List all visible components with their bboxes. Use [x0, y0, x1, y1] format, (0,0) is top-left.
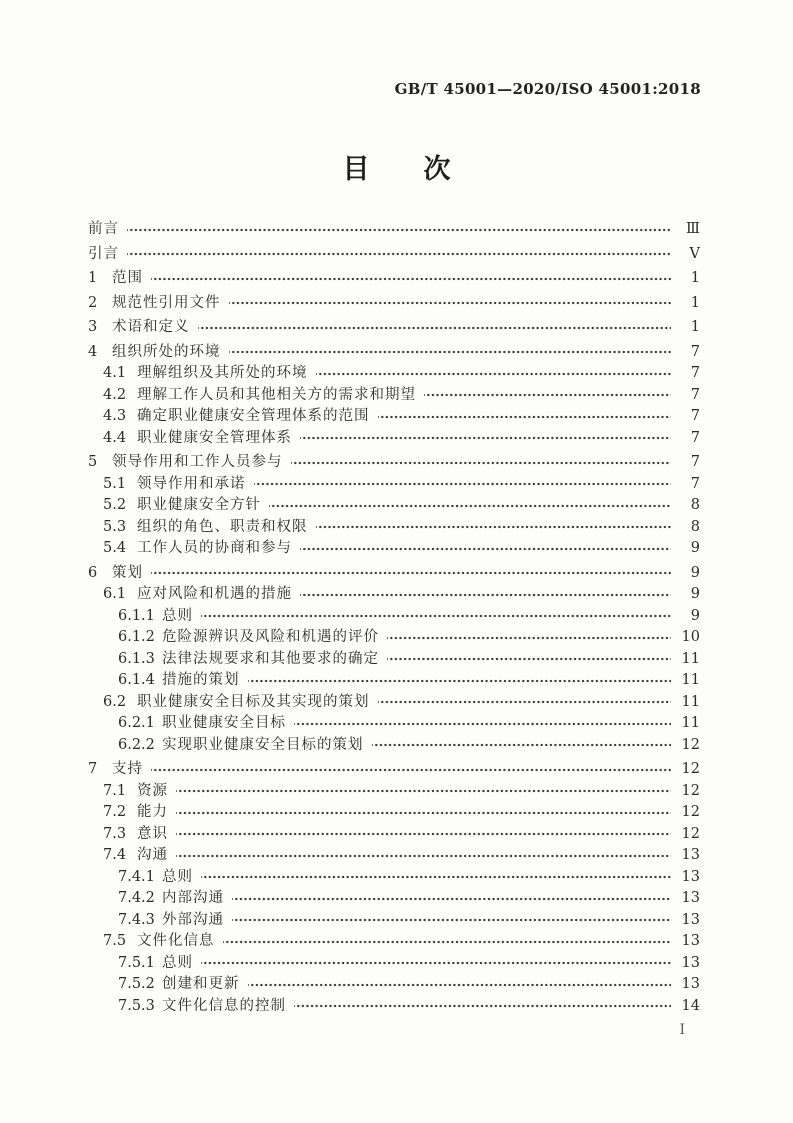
- toc-entry-page-number: 12: [681, 782, 700, 799]
- toc-entry: [88, 953, 700, 975]
- toc-entry: [88, 244, 700, 266]
- toc-entry: [88, 474, 700, 496]
- toc-entry: [88, 670, 700, 692]
- toc-entry-label: 创建和更新: [162, 976, 240, 992]
- dot-leader: [300, 428, 671, 450]
- toc-entry-number: 7.4.2: [118, 890, 155, 906]
- dot-leader: [151, 268, 671, 290]
- toc-entry-number: 3: [88, 319, 98, 335]
- toc-entry-number: 7: [88, 761, 98, 777]
- dot-leader: [198, 317, 672, 339]
- toc-entry-number: 6.1.3: [118, 650, 155, 667]
- toc-entry: [88, 824, 700, 846]
- toc-entry: [88, 606, 700, 628]
- toc-entry: [88, 974, 700, 996]
- dot-leader: [232, 888, 671, 910]
- toc-entry: [88, 888, 700, 910]
- dot-leader: [254, 474, 672, 496]
- toc-entry-page-number: 7: [690, 343, 700, 360]
- toc-entry-label: 职业健康安全管理体系: [137, 429, 292, 446]
- toc-entry-label: 工作人员的协商和参与: [137, 540, 292, 556]
- toc-entry: [88, 627, 700, 649]
- toc-entry-label: 总则: [162, 954, 193, 971]
- toc-entry: [88, 563, 700, 585]
- toc-entry: [88, 759, 700, 781]
- toc-entry-page-number: 9: [690, 564, 700, 581]
- dot-leader: [300, 538, 671, 560]
- toc-entry-label: 理解工作人员和其他相关方的需求和期望: [137, 386, 416, 403]
- toc-entry-page-number: 1: [690, 319, 700, 335]
- toc-entry-number: 7.3: [103, 825, 127, 842]
- toc-entry: [88, 692, 700, 714]
- toc-entry-page-number: 9: [690, 607, 700, 624]
- toc-entry-label: 实现职业健康安全目标的策划: [162, 736, 364, 753]
- toc-entry-number: 7.4: [103, 847, 127, 863]
- dot-leader: [176, 845, 671, 867]
- dot-leader: [294, 996, 671, 1018]
- toc-entry-number: 7.4.1: [118, 868, 155, 885]
- toc-entry-number: 6.1.1: [118, 607, 155, 624]
- toc-entry: [88, 342, 700, 364]
- toc-entry-label: 意识: [137, 825, 168, 842]
- toc-entry-number: 5.2: [103, 497, 127, 513]
- toc-entry: [88, 845, 700, 867]
- toc-entry-number: 6.2.1: [118, 715, 155, 731]
- toc-entry-number: 5.3: [103, 518, 127, 535]
- toc-entry-number: 7.1: [103, 782, 127, 799]
- toc-entry-number: 5.1: [103, 475, 127, 492]
- dot-leader: [378, 692, 672, 714]
- toc-entry-page-number: 11: [681, 693, 700, 710]
- toc-entry: [88, 735, 700, 757]
- toc-entry-number: 2: [88, 294, 98, 311]
- toc-entry-page-number: 11: [681, 650, 700, 667]
- toc-entry-label: 组织所处的环境: [112, 343, 221, 360]
- toc-entry-label: 支持: [112, 761, 143, 777]
- toc-entry-page-number: 7: [690, 475, 700, 492]
- dot-leader: [316, 363, 672, 385]
- toc-entry: [88, 996, 700, 1018]
- toc-entry: [88, 293, 700, 315]
- standard-code-header: GB/T 45001—2020/ISO 45001:2018: [394, 80, 701, 98]
- toc-entry-page-number: 8: [690, 497, 700, 513]
- toc-entry-number: 7.2: [103, 804, 127, 820]
- toc-entry-label: 内部沟通: [162, 890, 224, 906]
- toc-entry: [88, 802, 700, 824]
- toc-entry-label: 能力: [137, 804, 168, 820]
- toc-entry-number: 1: [88, 270, 98, 286]
- toc-entry-label: 范围: [112, 270, 143, 286]
- toc-entry: [88, 495, 700, 517]
- toc-entry-page-number: 7: [690, 386, 700, 403]
- toc-entry-number: 6.1: [103, 586, 127, 602]
- toc-entry-label: 文件化信息: [137, 933, 215, 949]
- dot-leader: [316, 517, 672, 539]
- toc-entry: [88, 538, 700, 560]
- dot-leader: [294, 713, 671, 735]
- toc-entry-page-number: 7: [690, 454, 700, 470]
- toc-entry-page-number: Ⅴ: [689, 245, 700, 262]
- toc-entry-number: 5.4: [103, 540, 127, 556]
- toc-entry-number: 6.1.2: [118, 629, 155, 645]
- toc-entry-page-number: 13: [681, 911, 700, 928]
- toc-entry-number: 4.3: [103, 408, 127, 424]
- toc-entry-label: 应对风险和机遇的措施: [137, 586, 292, 602]
- toc-entry-number: 7.5: [103, 933, 127, 949]
- dot-leader: [127, 244, 671, 266]
- toc-entry-number: 7.5.3: [118, 997, 155, 1014]
- toc-entry: [88, 428, 700, 450]
- toc-entry-label: 资源: [137, 782, 168, 799]
- dot-leader: [269, 495, 671, 517]
- toc-entry-label: 文件化信息的控制: [162, 997, 286, 1014]
- toc-entry-number: 6.2.2: [118, 736, 155, 753]
- toc-entry-page-number: 1: [690, 270, 700, 286]
- toc-entry-label: 前言: [88, 221, 119, 237]
- toc-entry-page-number: 12: [681, 825, 700, 842]
- dot-leader: [229, 293, 672, 315]
- toc-entry-page-number: 1: [690, 294, 700, 311]
- dot-leader: [424, 385, 671, 407]
- toc-entry-label: 法律法规要求和其他要求的确定: [162, 650, 379, 667]
- toc-entry: [88, 713, 700, 735]
- toc-entry-number: 4.1: [103, 365, 127, 381]
- toc-entry-number: 4: [88, 343, 98, 360]
- toc-entry-page-number: 7: [690, 365, 700, 381]
- dot-leader: [372, 735, 672, 757]
- toc-entry: [88, 363, 700, 385]
- dot-leader: [176, 802, 671, 824]
- dot-leader: [176, 824, 671, 846]
- toc-entry-page-number: 7: [690, 408, 700, 424]
- toc-entry: [88, 406, 700, 428]
- toc-entry-label: 外部沟通: [162, 911, 224, 928]
- toc-entry-number: 6.2: [103, 693, 127, 710]
- toc-entry-page-number: 12: [681, 761, 700, 777]
- toc-entry: [88, 517, 700, 539]
- dot-leader: [176, 781, 671, 803]
- toc-entry: [88, 649, 700, 671]
- toc-entry-number: 7.5.1: [118, 954, 155, 971]
- toc-entry: [88, 584, 700, 606]
- dot-leader: [223, 931, 672, 953]
- toc-entry-label: 危险源辨识及风险和机遇的评价: [162, 629, 379, 645]
- toc-entry-number: 4.2: [103, 386, 127, 403]
- toc-entry-label: 引言: [88, 245, 119, 262]
- dot-leader: [300, 584, 671, 606]
- toc-entry: [88, 317, 700, 339]
- toc-entry-page-number: 8: [690, 518, 700, 535]
- dot-leader: [151, 563, 671, 585]
- toc-entry-number: 6: [88, 564, 98, 581]
- toc-entry: [88, 268, 700, 290]
- toc-entry-page-number: 13: [681, 847, 700, 863]
- dot-leader: [387, 649, 671, 671]
- footer-page-number: Ⅰ: [679, 1022, 685, 1038]
- toc-entry-page-number: 11: [681, 672, 700, 688]
- toc-entry-page-number: Ⅲ: [686, 221, 700, 237]
- toc-entry: [88, 219, 700, 241]
- toc-entry-page-number: 13: [681, 976, 700, 992]
- toc-entry-label: 策划: [112, 564, 143, 581]
- dot-leader: [248, 670, 672, 692]
- toc-entry-page-number: 12: [681, 736, 700, 753]
- toc-entry-number: 7.5.2: [118, 976, 155, 992]
- toc-entry-page-number: 13: [681, 868, 700, 885]
- toc-entry-page-number: 13: [681, 933, 700, 949]
- page-title: 目 次: [342, 154, 451, 185]
- toc-entry-label: 职业健康安全目标: [162, 715, 286, 731]
- toc-entry: [88, 867, 700, 889]
- table-of-contents: [88, 216, 700, 1017]
- toc-entry-label: 职业健康安全方针: [137, 497, 261, 513]
- toc-entry-page-number: 9: [690, 586, 700, 602]
- toc-entry-page-number: 12: [681, 804, 700, 820]
- toc-entry-label: 措施的策划: [162, 672, 240, 688]
- toc-entry-label: 领导作用和工作人员参与: [112, 454, 283, 470]
- toc-entry-label: 总则: [162, 868, 193, 885]
- toc-entry: [88, 385, 700, 407]
- dot-leader: [378, 406, 672, 428]
- toc-entry-page-number: 13: [681, 890, 700, 906]
- toc-entry-page-number: 10: [681, 629, 700, 645]
- toc-entry-number: 4.4: [103, 429, 127, 446]
- toc-entry-label: 理解组织及其所处的环境: [137, 365, 308, 381]
- toc-entry: [88, 781, 700, 803]
- toc-entry-number: 6.1.4: [118, 672, 155, 688]
- toc-entry: [88, 910, 700, 932]
- toc-entry: [88, 931, 700, 953]
- toc-entry-page-number: 11: [681, 715, 700, 731]
- dot-leader: [291, 452, 672, 474]
- dot-leader: [201, 606, 671, 628]
- toc-entry-label: 总则: [162, 607, 193, 624]
- dot-leader: [201, 867, 671, 889]
- toc-entry-page-number: 7: [690, 429, 700, 446]
- toc-entry-label: 沟通: [137, 847, 168, 863]
- toc-entry-label: 术语和定义: [112, 319, 190, 335]
- dot-leader: [229, 342, 672, 364]
- toc-entry-label: 组织的角色、职责和权限: [137, 518, 308, 535]
- dot-leader: [151, 759, 671, 781]
- toc-entry-label: 规范性引用文件: [112, 294, 221, 311]
- dot-leader: [387, 627, 671, 649]
- toc-entry-page-number: 14: [681, 997, 700, 1014]
- dot-leader: [201, 953, 671, 975]
- dot-leader: [248, 974, 672, 996]
- toc-entry-number: 7.4.3: [118, 911, 155, 928]
- toc-entry-label: 确定职业健康安全管理体系的范围: [137, 408, 370, 424]
- toc-entry: [88, 452, 700, 474]
- toc-entry-number: 5: [88, 454, 98, 470]
- toc-entry-label: 领导作用和承诺: [137, 475, 246, 492]
- toc-entry-page-number: 9: [690, 540, 700, 556]
- toc-entry-label: 职业健康安全目标及其实现的策划: [137, 693, 370, 710]
- toc-entry-page-number: 13: [681, 954, 700, 971]
- dot-leader: [232, 910, 671, 932]
- dot-leader: [127, 219, 671, 241]
